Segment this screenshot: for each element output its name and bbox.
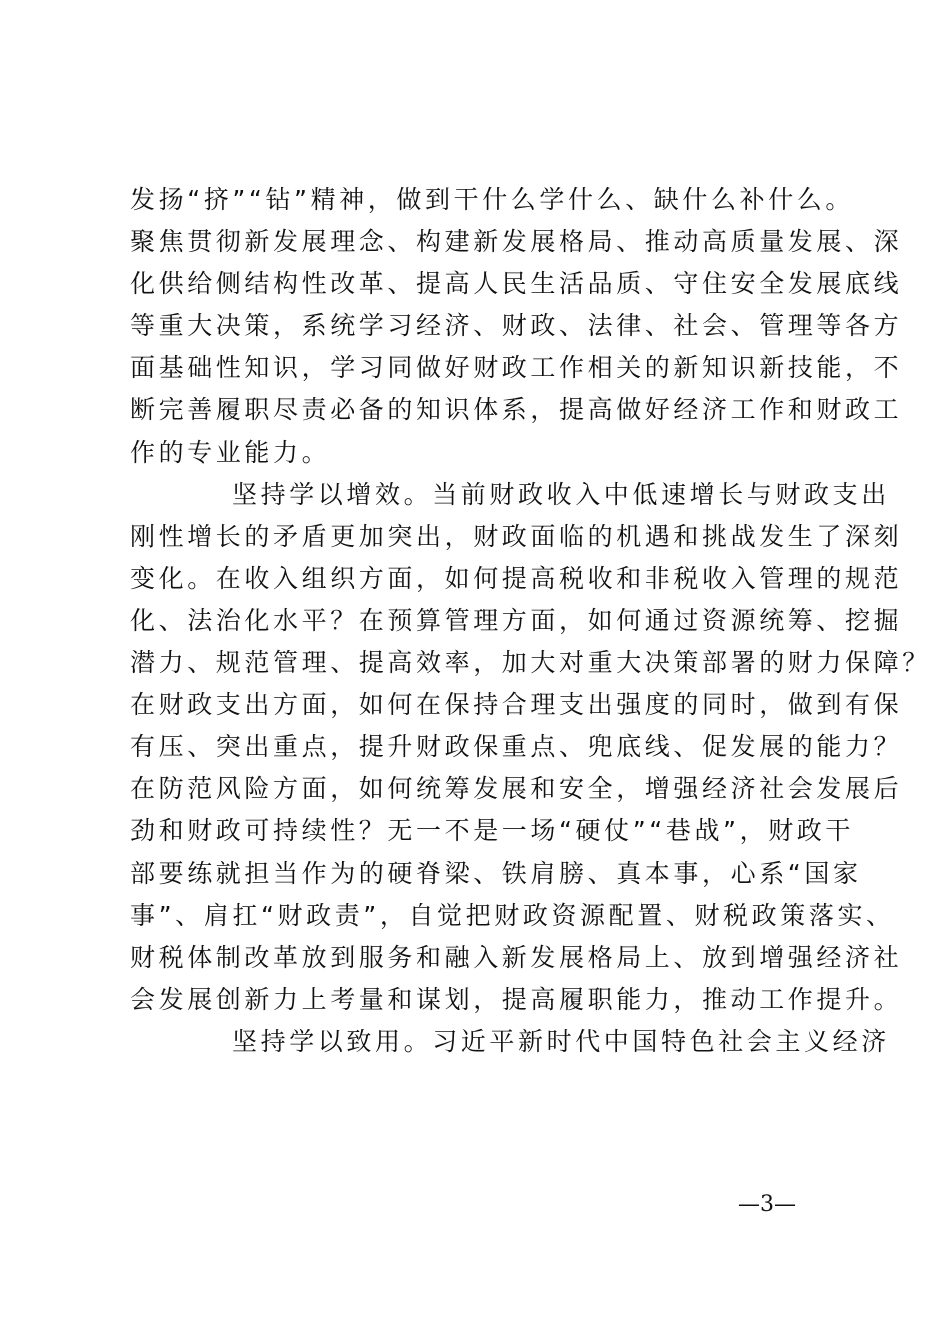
text-line: 作的专业能力。 — [130, 437, 331, 467]
text-line: 断完善履职尽责必备的知识体系，提高做好经济工作和财政工 — [130, 395, 903, 425]
text-line: 面基础性知识，学习同做好财政工作相关的新知识新技能，不 — [130, 353, 903, 383]
text-line: 在财政支出方面，如何在保持合理支出强度的同时，做到有保 — [130, 690, 903, 720]
text-line: 部要练就担当作为的硬脊梁、铁肩膀、真本事，心系“国家 — [130, 858, 862, 888]
text-line: 劲和财政可持续性？无一不是一场“硬仗”“巷战”，财政干 — [130, 816, 855, 846]
body-text — [130, 179, 931, 1063]
text-line: 财税体制改革放到服务和融入新发展格局上、放到增强经济社 — [130, 942, 903, 972]
text-line: 事”、肩扛“财政责”，自觉把财政资源配置、财税政策落实、 — [130, 900, 895, 930]
text-line: 刚性增长的矛盾更加突出，财政面临的机遇和挑战发生了深刻 — [130, 521, 903, 551]
text-line: 化供给侧结构性改革、提高人民生活品质、守住安全发展底线 — [130, 269, 903, 299]
text-line: 化、法治化水平？在预算管理方面，如何通过资源统筹、挖掘 — [130, 605, 903, 635]
text-line: 在防范风险方面，如何统筹发展和安全，增强经济社会发展后 — [130, 774, 903, 804]
text-line: 等重大决策，系统学习经济、财政、法律、社会、管理等各方 — [130, 311, 903, 341]
text-line: 会发展创新力上考量和谋划，提高履职能力，推动工作提升。 — [130, 984, 903, 1014]
text-line: 潜力、规范管理、提高效率，加大对重大决策部署的财力保障？ — [130, 648, 931, 678]
paragraph-heading-line: 坚持学以致用。习近平新时代中国特色社会主义经济 — [232, 1026, 890, 1056]
text-line: 发扬“挤”“钻”精神，做到干什么学什么、缺什么补什么。 — [130, 185, 855, 214]
text-line: 聚焦贯彻新发展理念、构建新发展格局、推动高质量发展、深 — [130, 227, 903, 257]
paragraph-heading-line: 坚持学以增效。当前财政收入中低速增长与财政支出 — [232, 479, 890, 509]
text-line: 有压、突出重点，提升财政保重点、兜底线、促发展的能力？ — [130, 732, 903, 762]
page-number: —3— — [738, 1192, 796, 1217]
text-line: 变化。在收入组织方面，如何提高税收和非税收入管理的规范 — [130, 563, 903, 593]
